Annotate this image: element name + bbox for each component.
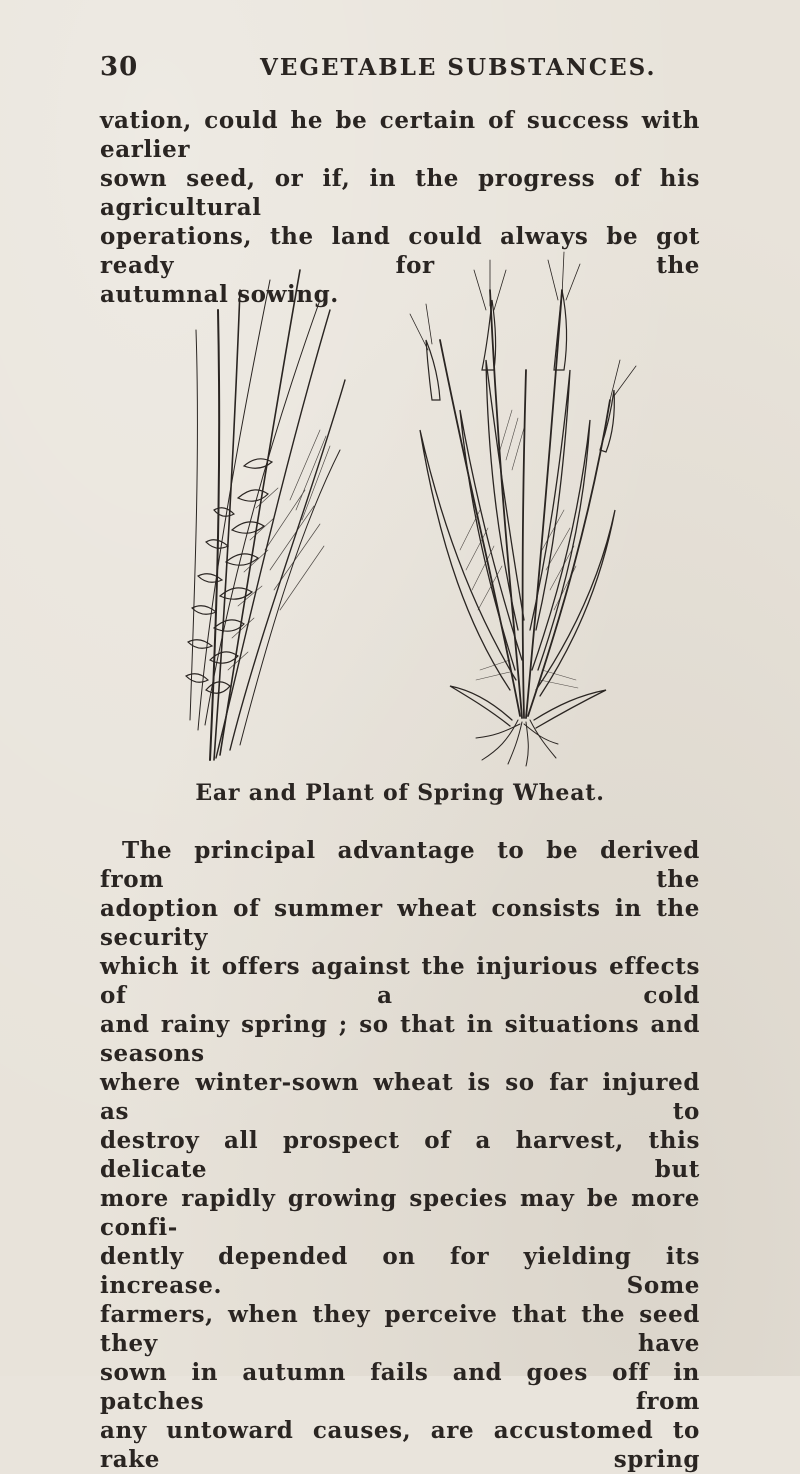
running-head (100, 52, 700, 92)
wheat-ear-drawing (186, 270, 345, 760)
text-line: adoption of summer wheat consists in the security (100, 895, 700, 951)
text-line: more rapidly growing species may be more confi- (100, 1185, 700, 1241)
text-line: operations, the land could always be got ready for the (100, 223, 700, 279)
text-line: sown in autumn fails and goes off in patches from (100, 1359, 700, 1415)
figure-caption: Ear and Plant of Spring Wheat. (195, 780, 605, 806)
text-line: destroy all prospect of a harvest, this delicate but (100, 1127, 700, 1183)
text-line: any untoward causes, are accustomed to rake spring (100, 1417, 700, 1473)
text-line: vation, could he be certain of success with earlier (100, 107, 700, 163)
paragraph-bottom (100, 836, 700, 1474)
text-line: and rainy spring ; so that in situations and seasons (100, 1011, 700, 1067)
text-line: sown seed, or if, in the progress of his agricultural (100, 165, 700, 221)
text-line: farmers, when they perceive that the seed they have (100, 1301, 700, 1357)
wheat-engraving (170, 250, 650, 770)
text-line: The principal advantage to be derived from the (100, 837, 700, 893)
wheat-plant-drawing (410, 252, 636, 766)
wheat-illustration (170, 250, 650, 770)
text-line: autumnal sowing. (100, 281, 339, 308)
text-line: where winter-sown wheat is so far injured as to (100, 1069, 700, 1125)
page-number: 30 (100, 52, 139, 82)
text-line: which it offers against the injurious effects of a cold (100, 953, 700, 1009)
running-title: VEGETABLE SUBSTANCES. (260, 54, 657, 81)
text-line: dently depended on for yielding its increase. Some (100, 1243, 700, 1299)
